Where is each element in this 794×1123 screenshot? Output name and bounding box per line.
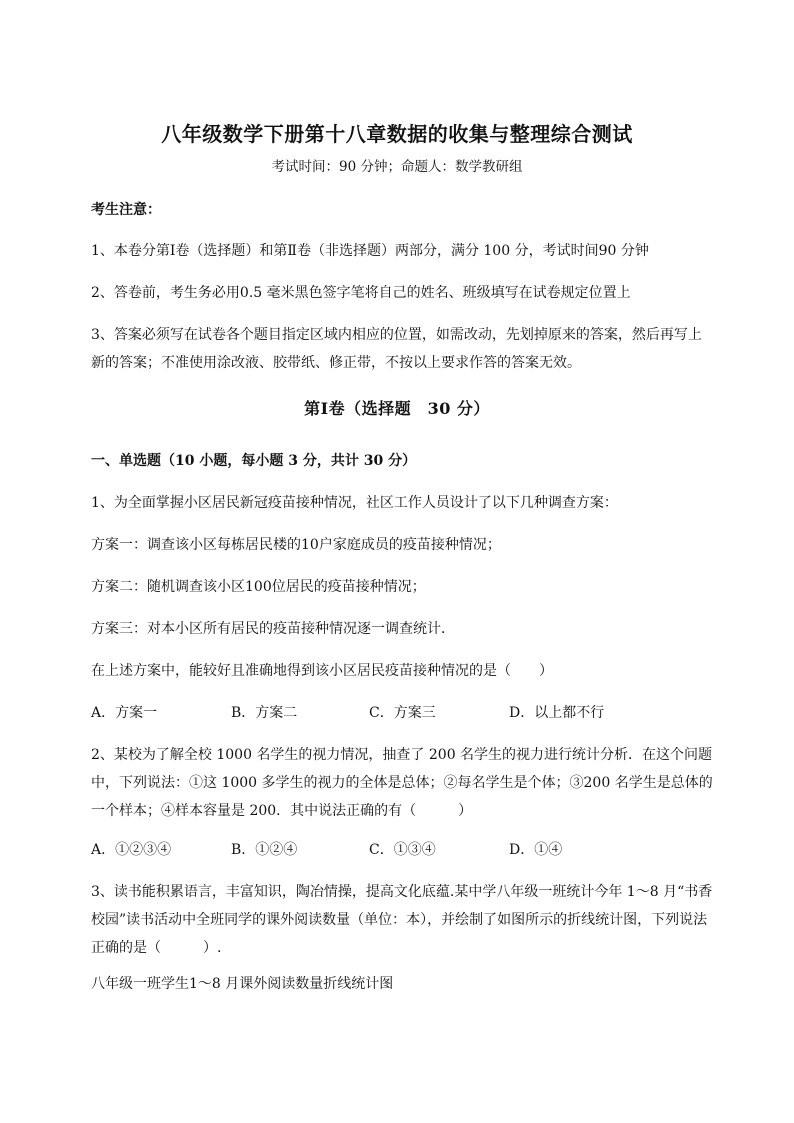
notice-item-1: 1、本卷分第Ⅰ卷（选择题）和第Ⅱ卷（非选择题）两部分，满分 100 分，考试时间90 分钟 — [91, 243, 649, 259]
notice-item-2: 2、答卷前，考生务必用0.5 毫米黑色签字笔将自己的姓名、班级填写在试卷规定位置上 — [91, 285, 631, 301]
notice-heading: 考生注意： — [91, 202, 161, 218]
q2-stem: 2、某校为了解全校 1000 名学生的视力情况，抽查了 200 名学生的视力进行统计分析．在这个问题中，下列说法：①这 1000 多学生的视力的全体是总体；②每名学生是个体；③200 名学生是总体的一个样本；④样本容量是 200．其中说法正确的有（ ） — [91, 747, 713, 819]
q2-options — [91, 836, 711, 864]
q2-option-c[interactable]: C．①③④ — [369, 842, 436, 858]
q1-option-a[interactable]: A．方案一 — [91, 705, 158, 721]
q2-option-a[interactable]: A．①②③④ — [91, 842, 172, 858]
q1-stem: 1、为全面掌握小区居民新冠疫苗接种情况，社区工作人员设计了以下几种调查方案： — [91, 495, 618, 511]
section-heading: 一、单选题（10 小题，每小题 3 分，共计 30 分） — [91, 453, 417, 469]
q3-chart-caption: 八年级一班学生1～8 月课外阅读数量折线统计图 — [91, 976, 394, 992]
part1-title: 第Ⅰ卷（选择题 30 分） — [304, 399, 490, 418]
q3-stem: 3、读书能积累语言，丰富知识，陶冶情操，提高文化底蕴.某中学八年级一班统计今年 1～8 月“书香校园”读书活动中全班同学的课外阅读数量（单位：本），并绘制了如图所示的折线统计图，下列说法正确的是（ ）. — [91, 884, 713, 956]
q1-option-b[interactable]: B．方案二 — [231, 705, 298, 721]
q1-plan-2: 方案二：随机调查该小区100位居民的疫苗接种情况； — [91, 579, 426, 595]
q1-plan-3: 方案三：对本小区所有居民的疫苗接种情况逐一调查统计． — [91, 621, 455, 637]
q1-options — [91, 699, 711, 727]
q1-option-c[interactable]: C．方案三 — [369, 705, 436, 721]
q1-prompt: 在上述方案中，能较好且准确地得到该小区居民疫苗接种情况的是（ ） — [91, 663, 553, 679]
q2-option-d[interactable]: D．①④ — [509, 842, 563, 858]
exam-title: 八年级数学下册第十八章数据的收集与整理综合测试 — [161, 122, 633, 146]
notice-item-3: 3、答案必须写在试卷各个题目指定区域内相应的位置，如需改动，先划掉原来的答案，然后再写上新的答案；不准使用涂改液、胶带纸、修正带，不按以上要求作答的答案无效。 — [91, 327, 702, 371]
exam-subtitle: 考试时间：90 分钟；命题人：数学教研组 — [271, 159, 523, 175]
q2-option-b[interactable]: B．①②④ — [231, 842, 298, 858]
q1-plan-1: 方案一：调查该小区每栋居民楼的10户家庭成员的疫苗接种情况； — [91, 537, 501, 553]
q1-option-d[interactable]: D．以上都不行 — [509, 705, 605, 721]
